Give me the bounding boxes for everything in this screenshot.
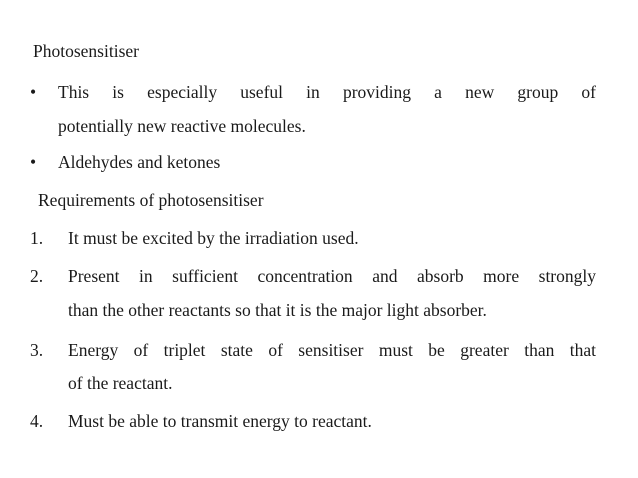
requirement-3-line-1: Energy of triplet state of sensitiser must be greater than that (68, 340, 596, 360)
list-number: 4. (30, 411, 44, 431)
requirement-1-line-1: It must be excited by the irradiation used. (68, 228, 359, 248)
requirement-4-line-1: Must be able to transmit energy to reactant. (68, 411, 372, 431)
list-number: 1. (30, 228, 44, 248)
bullet-marker: • (30, 82, 37, 102)
bullet-marker: • (30, 152, 37, 172)
list-number: 2. (30, 266, 44, 286)
requirement-2-line-1: Present in sufficient concentration and absorb more strongly (68, 266, 596, 286)
list-number: 3. (30, 340, 44, 360)
heading-requirements: Requirements of photosensitiser (38, 190, 264, 210)
bullet-1-line-2: potentially new reactive molecules. (58, 116, 306, 136)
requirement-2-line-2: than the other reactants so that it is the major light absorber. (68, 300, 487, 320)
requirement-3-line-2: of the reactant. (68, 373, 173, 393)
heading-photosensitiser: Photosensitiser (33, 41, 139, 61)
bullet-2-line-1: Aldehydes and ketones (58, 152, 221, 172)
bullet-1-line-1: This is especially useful in providing a new group of (58, 82, 596, 102)
